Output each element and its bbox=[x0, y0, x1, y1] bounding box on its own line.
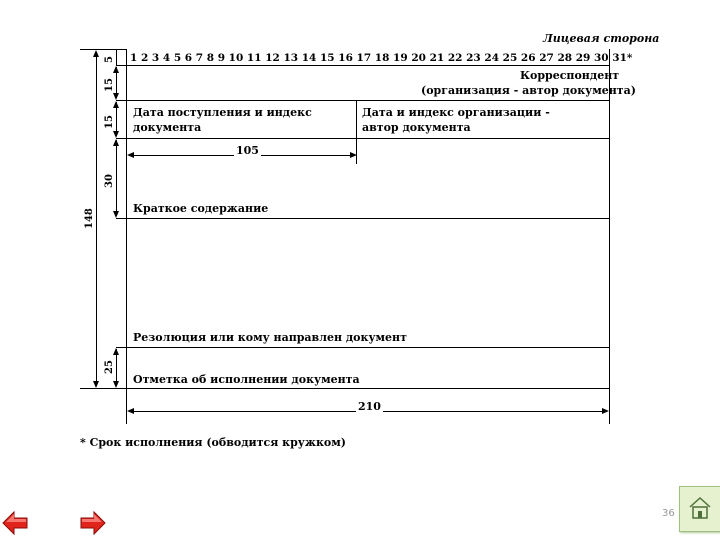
next-slide-button[interactable] bbox=[80, 510, 106, 536]
extension-line bbox=[126, 388, 127, 424]
home-button[interactable] bbox=[679, 486, 720, 532]
dimension-label: 15 bbox=[104, 78, 115, 92]
arrow-left-icon bbox=[127, 152, 134, 158]
row-divider-days bbox=[116, 65, 610, 66]
row-divider-summary bbox=[116, 218, 610, 219]
dimension-label: 25 bbox=[104, 360, 115, 374]
form-bottom-border bbox=[80, 388, 610, 389]
dimension-label: 30 bbox=[104, 174, 115, 188]
arrow-right-icon bbox=[602, 408, 609, 414]
dimension-label: 5 bbox=[104, 56, 115, 63]
footnote: * Срок исполнения (обводится кружком) bbox=[80, 436, 346, 449]
arrow-down-icon bbox=[113, 93, 119, 100]
dimension-label: 15 bbox=[104, 115, 115, 129]
arrow-up-icon bbox=[113, 66, 119, 73]
execution-label: Отметка об исполнении документа bbox=[133, 373, 360, 386]
row-divider-resolution bbox=[116, 347, 610, 348]
resolution-label: Резолюция или кому направлен документ bbox=[133, 331, 407, 344]
dimension-line bbox=[116, 140, 117, 216]
dimension-label: 210 bbox=[358, 400, 381, 413]
receipt-date-label: Дата поступления и индекс bbox=[133, 106, 312, 119]
day-numbers: 1 2 3 4 5 6 7 8 9 10 11 12 13 14 15 16 17 18 19 20 21 22 23 24 25 26 27 28 29 30 31* bbox=[130, 52, 633, 64]
correspondent-sublabel: (организация - автор документа) bbox=[421, 84, 636, 97]
author-date-label-2: автор документа bbox=[362, 121, 471, 134]
arrow-down-icon bbox=[93, 381, 99, 388]
form-left-border bbox=[126, 49, 127, 424]
author-date-label: Дата и индекс организации - bbox=[362, 106, 550, 119]
arrow-up-icon bbox=[113, 101, 119, 108]
page-number: 36 bbox=[662, 508, 675, 519]
arrow-right-icon bbox=[350, 152, 357, 158]
home-icon bbox=[680, 487, 720, 531]
summary-label: Краткое содержание bbox=[133, 202, 269, 215]
dimension-line bbox=[96, 52, 97, 386]
previous-slide-button[interactable] bbox=[2, 510, 28, 536]
arrow-left-icon bbox=[127, 408, 134, 414]
dimension-line bbox=[116, 49, 117, 65]
form-right-border bbox=[609, 49, 610, 424]
arrow-up-icon bbox=[93, 50, 99, 57]
arrow-left-icon bbox=[2, 510, 28, 536]
dimension-label: 105 bbox=[236, 144, 259, 157]
correspondent-label: Корреспондент bbox=[520, 69, 620, 82]
extension-line-top bbox=[80, 49, 126, 50]
arrow-down-icon bbox=[113, 381, 119, 388]
arrow-right-icon bbox=[80, 510, 106, 536]
arrow-down-icon bbox=[113, 211, 119, 218]
arrow-down-icon bbox=[113, 131, 119, 138]
row-divider-correspondent bbox=[116, 100, 610, 101]
arrow-up-icon bbox=[113, 348, 119, 355]
row-divider-dates bbox=[116, 138, 610, 139]
dimension-label: 148 bbox=[84, 208, 95, 229]
receipt-date-label-2: документа bbox=[133, 121, 202, 134]
side-label: Лицевая сторона bbox=[543, 32, 660, 45]
arrow-up-icon bbox=[113, 139, 119, 146]
